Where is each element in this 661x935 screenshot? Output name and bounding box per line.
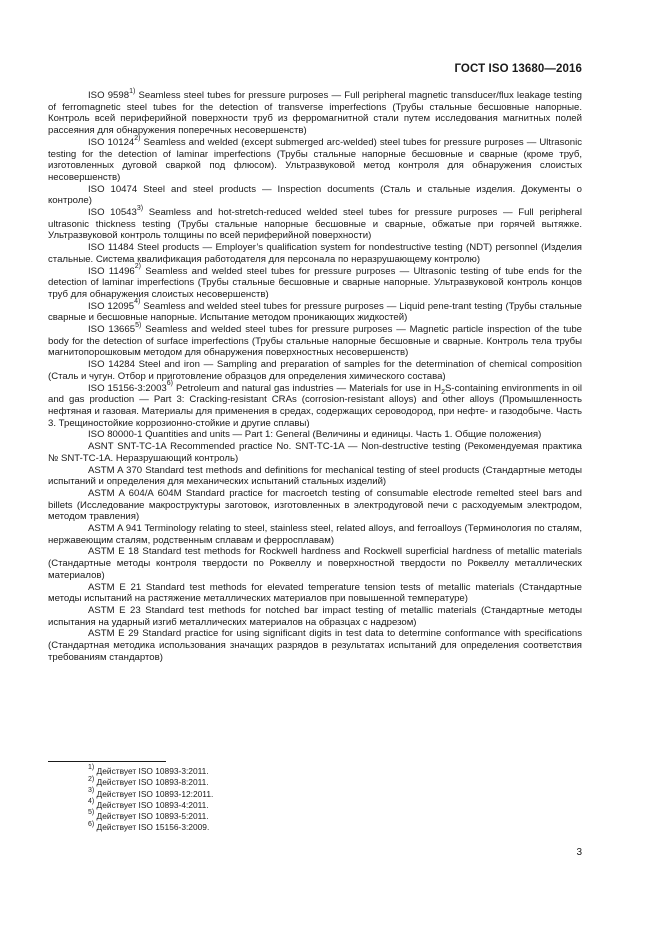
reference-title: Standard test methods for Rockwell hardness and Rockwell superficial hardness of metallic materials (Стандартные методы контроля твердости по Роквеллу и поверхностной твердости по Роквеллу металлических материалов) xyxy=(48,546,582,581)
reference-title: Standard test methods for notched bar impact testing of metallic materials (Стандартные методы испытания на ударный изгиб металлических материалов на образцах с надрезом) xyxy=(48,604,582,628)
reference-title: Seamless and welded steel tubes for pressure purposes — Ultrasonic testing of tube ends for the detection of laminar imperfections (Трубы стальные бесшовные и сварные напорные. Ультразвуковой контроль концов труб для обнаружения слоистых несовершенств) xyxy=(48,265,582,300)
reference-code: ASTM E 29 xyxy=(88,628,139,640)
reference-title: Seamless and welded steel tubes for pressure purposes — Magnetic particle inspection of the tube body for the detection of surface imperfections (Трубы стальные напорные бесшовные и сварные. Контроль тела трубы магнитопорошковым методом для обнаружения поверхностных несовершенств) xyxy=(48,324,582,359)
reference-entry xyxy=(48,184,582,207)
reference-entry xyxy=(48,628,582,663)
footnote xyxy=(48,811,582,822)
reference-code: ASTM A 370 xyxy=(88,464,143,476)
footnote-mark: 4) xyxy=(88,798,95,806)
footnote xyxy=(48,766,582,777)
page-number: 3 xyxy=(576,847,582,858)
reference-code: ASTM A 604/A 604M xyxy=(88,487,182,499)
footnote-divider xyxy=(48,761,166,762)
reference-code: ASTM E 23 xyxy=(88,604,141,616)
footnote-mark: 1) xyxy=(88,764,95,772)
reference-entry xyxy=(48,465,582,488)
footnote-ref: 3) xyxy=(136,204,144,212)
footnote-ref: 2) xyxy=(134,134,141,142)
reference-code: ISO 9598 xyxy=(88,90,130,101)
footnote-text: Действует ISO 10893-4:2011. xyxy=(94,799,209,810)
reference-entry xyxy=(48,546,582,581)
reference-title: Steel and iron — Sampling and preparation of samples for the determination of chemical composition (Сталь и чугун. Отбор и приготовление образцов для определения химического состава) xyxy=(48,359,582,382)
footnote-mark: 5) xyxy=(88,809,95,817)
footnote-text: Действует ISO 10893-3:2011. xyxy=(94,766,209,776)
reference-title-cont: S-containing environments in oil and gas production — Part 3: Cracking-resistant CRAs (corrosion-resistant alloys) and other alloys (Промышленность нефтяная и газовая. Материалы для применения в средах, содержащих сероводород, при нефте- и газодобыче. Часть 3. Трещиностойкие коррозионно-стойкие и другие сплавы) xyxy=(48,382,582,429)
reference-entry xyxy=(48,380,582,430)
reference-code: ISO 10474 xyxy=(88,183,138,195)
footnote xyxy=(48,777,582,788)
reference-code: ISO 13665 xyxy=(88,324,136,336)
reference-title: Standard test methods for elevated temperature tension tests of metallic materials (Стандартные методы испытаний на растяжение металлических материалов при повышенной температуре) xyxy=(48,581,582,605)
reference-entry xyxy=(48,321,582,359)
footnote-mark: 2) xyxy=(88,775,95,783)
reference-title: Seamless and hot-stretch-reduced welded steel tubes for pressure purposes — Full peripheral ultrasonic thickness testing (Трубы стальные напорные бесшовные и сварные, обжатые при горячей вытяжке. Ультразвуковой контроль толщины по всей периферийной поверхности) xyxy=(48,207,582,242)
footnote-ref: 6) xyxy=(166,380,173,388)
footnote-text: Действует ISO 10893-12:2011. xyxy=(94,788,214,799)
reference-code: ISO 11496 xyxy=(88,265,135,277)
document-header: ГОСТ ISO 13680—2016 xyxy=(454,63,582,75)
footnote-mark: 3) xyxy=(88,786,95,794)
reference-title: Standard practice for macroetch testing of consumable electrode remelted steel bars and billets (Исследование макроструктуры заготовок, изготовленных в электродуговой печи с расходуемым электродом, методом травления) xyxy=(48,487,582,523)
reference-entry xyxy=(48,488,582,523)
footnote-ref: 1) xyxy=(129,87,136,95)
reference-entry xyxy=(48,582,582,605)
reference-code: ISO 12095 xyxy=(88,300,135,312)
reference-title: Quantities and units — Part 1: General (Величины и единицы. Часть 1. Общие положения) xyxy=(142,429,542,441)
references-list xyxy=(48,87,583,663)
reference-title: Steel products — Employer’s qualification system for nondestructive testing (NDT) personnel (Изделия стальные. Система квалификация работодателя для персонала по неразрушающему контролю) xyxy=(48,242,582,265)
reference-entry xyxy=(48,429,582,441)
footnotes xyxy=(48,766,582,834)
subscript: 2 xyxy=(441,388,446,396)
reference-code: ISO 10124 xyxy=(88,136,135,148)
reference-code: ISO 11484 xyxy=(88,242,134,254)
reference-title: Standard test methods and definitions for mechanical testing of steel products (Стандартные методы испытаний и определения для механических испытаний стальных изделий) xyxy=(48,464,583,488)
reference-code: ASTM A 941 xyxy=(88,523,142,535)
footnote-ref: 4) xyxy=(134,298,141,306)
reference-entry xyxy=(48,523,582,546)
reference-title: Terminology relating to steel, stainless steel, related alloys, and ferroalloys (Терминология по сталям, нержавеющим сталям, родственным сплавам и ферросплавам) xyxy=(48,523,582,546)
reference-title: Seamless and welded steel tubes for pressure purposes — Liquid pene-trant testing (Трубы стальные сварные и бесшовные напорные. Испытание методом проникающих жидкостей) xyxy=(48,300,582,324)
reference-title: Standard practice for using significant digits in test data to determine conformance with specifications (Стандартная методика использования значащих разрядов в результатах испытаний для определения соответствия требованиям стандартов) xyxy=(48,628,582,663)
reference-title: Seamless steel tubes for pressure purposes — Full peripheral magnetic transducer/flux leakage testing of ferromagnetic steel tubes for the detection of transverse imperfections (Трубы стальные бесшовные напорные. Контроль всей периферийной поверхности труб из ферромагнитной стали путем исследования магнитных полей рассеяния для обнаружения поперечных несовершенств) xyxy=(48,90,582,137)
reference-entry xyxy=(48,242,582,265)
footnote-text: Действует ISO 15156-3:2009. xyxy=(94,822,210,833)
reference-title: Steel and steel products — Inspection documents (Сталь и стальные изделия. Документы о контроле) xyxy=(48,183,583,207)
footnote-ref: 5) xyxy=(135,321,142,329)
reference-entry xyxy=(48,263,582,301)
reference-entry xyxy=(48,605,582,628)
reference-code: ASTM E 21 xyxy=(88,581,142,593)
reference-code: ISO 80000-1 xyxy=(88,429,143,441)
reference-code: ISO 15156-3:2003 xyxy=(88,382,167,394)
reference-entry xyxy=(48,87,582,137)
footnote-text: Действует ISO 10893-8:2011. xyxy=(94,777,209,788)
reference-entry xyxy=(48,359,582,382)
reference-title: Petroleum and natural gas industries — Materials for use in H xyxy=(172,382,442,394)
reference-entry xyxy=(48,134,582,184)
footnote xyxy=(48,800,582,811)
reference-entry xyxy=(48,298,582,324)
footnote-ref: 2) xyxy=(134,263,141,271)
reference-title: Recommended practice No. SNT-TC-1A — Non-destructive testing (Рекомендуемая практика № SNT-TC-1A. Неразрушающий контроль) xyxy=(48,441,582,464)
reference-code: ISO 10543 xyxy=(88,207,137,219)
footnote xyxy=(48,822,582,833)
reference-title: Seamless and welded (except submerged arc-welded) steel tubes for pressure purposes — Ultrasonic testing for the detection of laminar imperfections (Трубы стальные напорные бесшовные и сварные (кроме труб, изготовленных дуговой сваркой под флюсом). Ультразвуковой метод контроля для обнаружения слоистых несовершенств) xyxy=(48,136,582,183)
footnote-text: Действует ISO 10893-5:2011. xyxy=(94,811,209,822)
reference-code: ISO 14284 xyxy=(88,359,135,371)
footnote xyxy=(48,786,582,800)
reference-code: ASNT SNT-TC-1A xyxy=(88,441,167,453)
reference-entry xyxy=(48,441,582,464)
footnote-mark: 6) xyxy=(88,820,95,828)
reference-code: ASTM E 18 xyxy=(88,546,139,558)
reference-entry xyxy=(48,204,582,242)
